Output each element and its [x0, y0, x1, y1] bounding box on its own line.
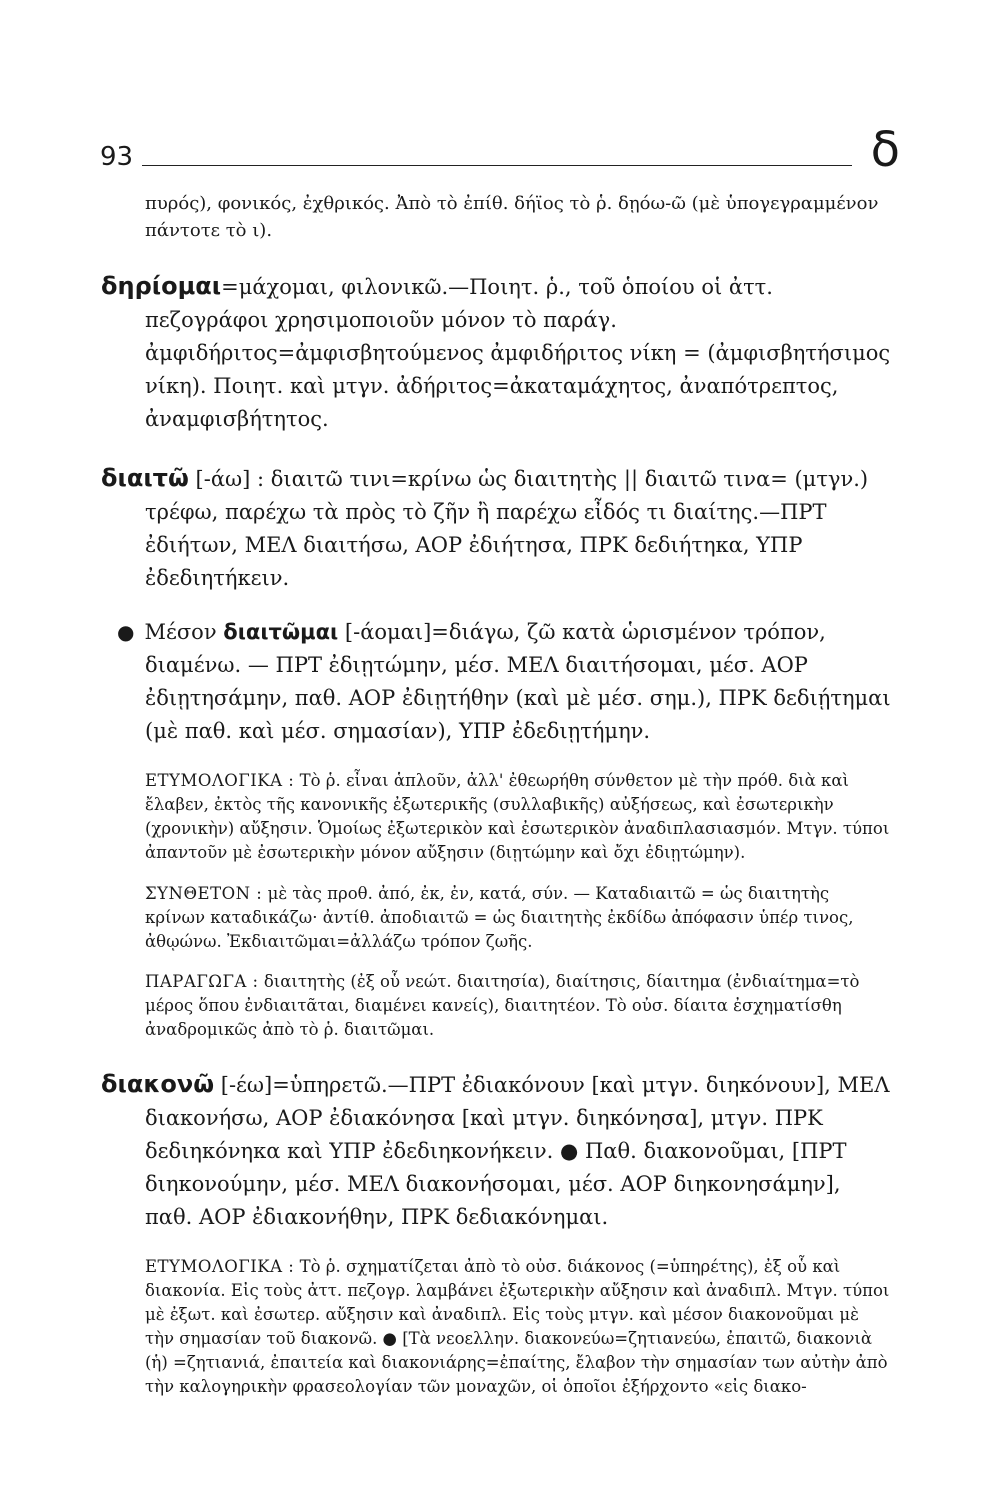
compounds-note — [145, 882, 893, 954]
header-rule — [142, 165, 852, 166]
subentry-text: [-άομαι]=διάγω, ζῶ κατὰ ὡρισμένον τρόπον, διαμένω. — ΠΡΤ ἐδιῃτώμην, μέσ. ΜΕΛ διαιτήσομαι, μέσ. ΑΟΡ ἐδιῃτησάμην, παθ. ΑΟΡ ἐδιῃτήθην (καὶ μὲ μέσ. σημ.), ΠΡΚ δεδιῄτημαι (μὲ παθ. καὶ μέσ. σημασίαν), ΥΠΡ ἐδεδιῃτήμην. — [145, 620, 891, 743]
note-text: διαιτητὴς (ἐξ οὗ νεώτ. διαιτησία), διαίτησις, δίαιτημα (ἐνδιαίτημα=τὸ μέρος ὅπου ἐνδιαιτᾶται, διαμένει κανείς), διαιτητέον. Τὸ οὐσ. δίαιτα ἐσχηματίσθη ἀναδρομικῶς ἀπὸ τὸ ῥ. διαιτῶμαι. — [145, 972, 860, 1039]
note-heading: ΕΤΥΜΟΛΟΓΙΚΑ : — [145, 1257, 295, 1276]
headword: διαιτῶ — [101, 464, 189, 492]
headword: διακονῶ — [101, 1070, 215, 1098]
note-heading: ΠΑΡΑΓΩΓΑ : — [145, 972, 259, 991]
etymology-note — [145, 1255, 893, 1399]
section-letter: δ — [870, 122, 900, 178]
page-number: 93 — [100, 142, 134, 172]
derivatives-note — [145, 970, 893, 1042]
page-content — [101, 190, 893, 1416]
page-header — [100, 122, 900, 178]
note-heading: ΕΤΥΜΟΛΟΓΙΚΑ : — [145, 771, 295, 790]
subentry-headword: διαιτῶμαι — [223, 620, 339, 644]
etymology-note — [145, 769, 893, 865]
entry-text: [-έω]=ὑπηρετῶ.—ΠΡΤ ἐδιακόνουν [καὶ μτγν. διηκόνουν], ΜΕΛ διακονήσω, ΑΟΡ ἐδιακόνησα [καὶ μτγν. διηκόνησα], μτγν. ΠΡΚ δεδιηκόνηκα καὶ ΥΠΡ ἐδεδιηκονήκειν. ● Παθ. διακονοῦμαι, [ΠΡΤ διηκονούμην, μέσ. ΜΕΛ διακονήσομαι, μέσ. ΑΟΡ διηκονησάμην], παθ. ΑΟΡ ἐδιακονήθην, ΠΡΚ δεδιακόνημαι. — [145, 1073, 890, 1229]
subentry-label: Μέσον — [144, 620, 217, 644]
entry-dirioumai — [101, 270, 893, 436]
continued-text: πυρός), φονικός, ἐχθρικός. Ἀπὸ τὸ ἐπίθ. δήϊος τὸ ῥ. δῃόω-ῶ (μὲ ὑπογεγραμμένον πάντοτε τὸ ι). — [145, 193, 879, 241]
headword: δηρίομαι — [101, 272, 222, 300]
entry-text: =μάχομαι, φιλονικῶ.—Ποιητ. ῥ., τοῦ ὁποίου οἱ ἀττ. πεζογράφοι χρησιμοποιοῦν μόνον τὸ παράγ. ἀμφιδήριτος=ἀμφισβητούμενος ἀμφιδήριτος νίκη = (ἀμφισβητήσιμος νίκη). Ποιητ. καὶ μτγν. ἀδήριτος=ἀκαταμάχητος, ἀναπότρεπτος, ἀναμφισβήτητος. — [145, 275, 891, 431]
note-text: μὲ τὰς προθ. ἀπό, ἐκ, ἐν, κατά, σύν. — Καταδιαιτῶ = ὡς διαιτητὴς κρίνων καταδικάζω· ἀντίθ. ἀποδιαιτῶ = ὡς διαιτητὴς ἐκδίδω ἀπόφασιν ὑπέρ τινος, ἀθῳώνω. Ἐκδιαιτῶμαι=ἀλλάζω τρόπον ζωῆς. — [145, 883, 854, 951]
entry-diakono — [101, 1068, 893, 1234]
note-text: Τὸ ῥ. σχηματίζεται ἀπὸ τὸ οὐσ. διάκονος (=ὑπηρέτης), ἐξ οὗ καὶ διακονία. Εἰς τοὺς ἀττ. πεζογρ. λαμβάνει ἐξωτερικὴν αὔξησιν καὶ ἀναδιπλ. Μτγν. τύποι μὲ ἐξωτ. καὶ ἐσωτερ. αὔξησιν καὶ ἀναδιπλ. Εἰς τοὺς μτγν. καὶ μέσον διακονοῦμαι μὲ τὴν σημασίαν τοῦ διακονῶ. ● [Τὰ νεοελλην. διακονεύω=ζητιανεύω, ἐπαιτῶ, διακονιὰ (ἡ) =ζητιανιά, ἐπαιτεία καὶ διακονιάρης=ἐπαίτης, ἔλαβον τὴν σημασίαν των αὐτὴν ἀπὸ τὴν καλογηρικὴν φρασεολογίαν τῶν μοναχῶν, οἱ ὁποῖοι ἐξήρχοντο «εἰς διακο- — [145, 1257, 890, 1396]
bullet-icon: ● — [117, 620, 135, 644]
middle-voice-subentry — [117, 616, 893, 748]
note-text: Τὸ ῥ. εἶναι ἁπλοῦν, ἀλλ' ἐθεωρήθη σύνθετον μὲ τὴν πρόθ. διὰ καὶ ἔλαβεν, ἐκτὸς τῆς κανονικῆς ἐξωτερικῆς (συλλαβικῆς) αὐξήσεως, καὶ ἐσωτερικὴν (χρονικὴν) αὔξησιν. Ὁμοίως ἐξωτερικὸν καὶ ἐσωτερικὸν ἀναδιπλασιασμόν. Μτγν. τύποι ἀπαντοῦν μὲ ἐσωτερικὴν μόνον αὔξησιν (διῃτώμην καὶ ὄχι ἐδιῃτώμην). — [145, 771, 890, 862]
entry-text: [-άω] : διαιτῶ τινι=κρίνω ὡς διαιτητὴς || διαιτῶ τινα= (μτγν.) τρέφω, παρέχω τὰ πρὸς τὸ ζῆν ἢ παρέχω εἶδός τι διαίτης.—ΠΡΤ ἐδιήτων, ΜΕΛ διαιτήσω, ΑΟΡ ἐδιήτησα, ΠΡΚ δεδιήτηκα, ΥΠΡ ἐδεδιητήκειν. — [145, 467, 869, 590]
note-heading: ΣΥΝΘΕΤΟΝ : — [145, 883, 263, 903]
entry-diaito — [101, 462, 893, 595]
